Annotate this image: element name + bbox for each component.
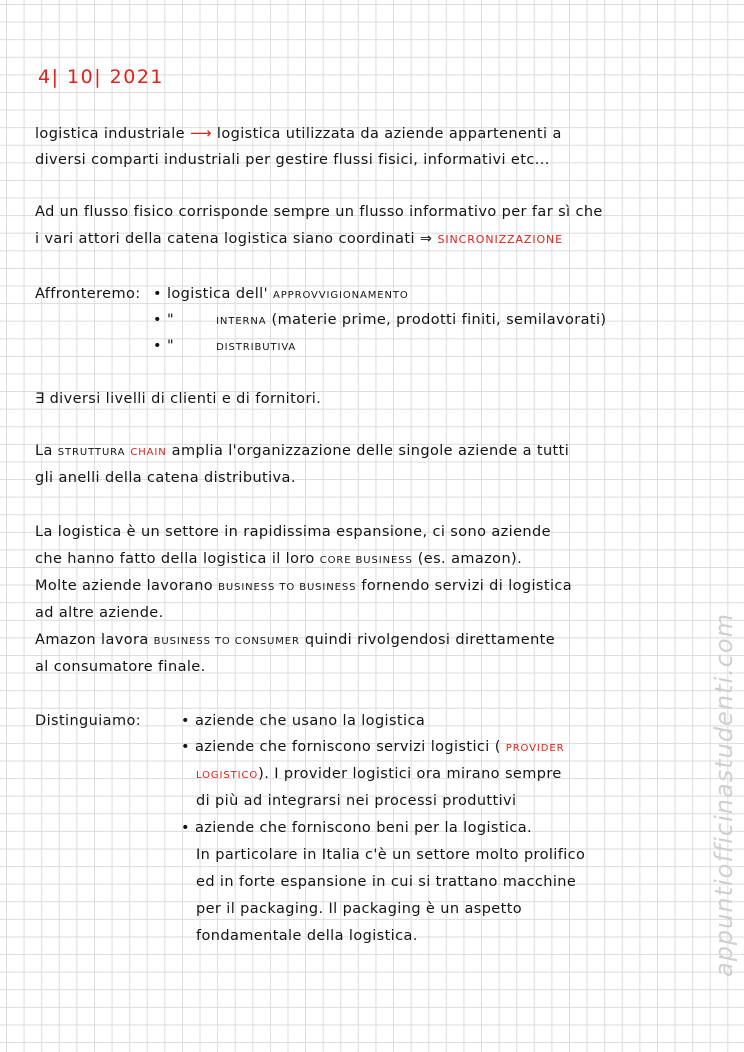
date-heading: 4| 10| 2021 bbox=[38, 66, 165, 88]
caps-span: BUSINESS TO CONSUMER bbox=[153, 636, 300, 647]
watermark: appuntiofficinastudenti.com bbox=[710, 612, 738, 978]
text-span: ). I provider logistici ora mirano sempre bbox=[258, 766, 562, 782]
list-intro: Distinguiamo: bbox=[35, 713, 142, 729]
text-line bbox=[35, 579, 572, 594]
list-item: • aziende che usano la logistica bbox=[181, 713, 426, 729]
highlight-red: LOGISTICO bbox=[196, 770, 259, 781]
highlight-red: SINCRONIZZAZIONE bbox=[437, 233, 564, 246]
text-span: che hanno fatto della logistica il loro bbox=[35, 551, 315, 567]
ditto-mark: • " bbox=[153, 312, 175, 328]
list-item bbox=[153, 339, 296, 354]
caps-span: INTERNA bbox=[216, 316, 267, 327]
text-span: (es. amazon). bbox=[417, 551, 523, 567]
ditto-mark: • " bbox=[153, 338, 175, 354]
text-span: fornendo servizi di logistica bbox=[361, 578, 573, 594]
text-line bbox=[35, 232, 563, 247]
text-line bbox=[35, 444, 569, 459]
highlight-red: PROVIDER bbox=[505, 743, 565, 754]
text-line bbox=[196, 767, 562, 782]
caps-span: BUSINESS TO BUSINESS bbox=[218, 582, 357, 593]
list-item bbox=[181, 740, 564, 755]
list-intro: Affronteremo: bbox=[35, 286, 141, 302]
text-line bbox=[35, 552, 522, 567]
text-span: quindi rivolgendosi direttamente bbox=[304, 632, 556, 648]
text-line bbox=[35, 126, 562, 142]
text-span: i vari attori della catena logistica siano coordinati ⇒ bbox=[35, 231, 433, 247]
text-line: per il packaging. Il packaging è un aspetto bbox=[196, 901, 523, 917]
text-line: La logistica è un settore in rapidissima espansione, ci sono aziende bbox=[35, 524, 551, 540]
text-span: Amazon lavora bbox=[35, 632, 149, 648]
caps-span: STRUTTURA bbox=[57, 447, 126, 458]
highlight-red: CHAIN bbox=[130, 447, 167, 458]
text-line bbox=[35, 633, 555, 648]
caps-span: APPROVVIGIONAMENTO bbox=[273, 290, 409, 301]
text-span: Molte aziende lavorano bbox=[35, 578, 214, 594]
caps-span: DISTRIBUTIVA bbox=[216, 342, 297, 353]
text-span: La bbox=[35, 443, 53, 459]
text-line: Ad un flusso fisico corrisponde sempre un flusso informativo per far sì che bbox=[35, 204, 603, 220]
list-item: • aziende che forniscono beni per la logistica. bbox=[181, 820, 533, 836]
text-line: ed in forte espansione in cui si trattano macchine bbox=[196, 874, 577, 890]
red-arrow-icon: ⟶ bbox=[189, 124, 212, 142]
text-line: ∃ diversi livelli di clienti e di fornitori. bbox=[35, 391, 322, 407]
text-span: amplia l'organizzazione delle singole aziende a tutti bbox=[171, 443, 570, 459]
text-line: al consumatore finale. bbox=[35, 659, 206, 675]
text-line: fondamentale della logistica. bbox=[196, 928, 418, 944]
text-line: gli anelli della catena distributiva. bbox=[35, 470, 296, 486]
list-item bbox=[153, 313, 606, 328]
text-span: logistica utilizzata da aziende appartenenti a bbox=[216, 126, 562, 142]
text-line: ad altre aziende. bbox=[35, 605, 164, 621]
text-span: logistica industriale bbox=[35, 126, 185, 142]
text-line: In particolare in Italia c'è un settore molto prolifico bbox=[196, 847, 586, 863]
text-line: diversi comparti industriali per gestire flussi fisici, informativi etc... bbox=[35, 152, 550, 168]
text-span: • logistica dell' bbox=[153, 286, 268, 302]
text-span: • aziende che forniscono servizi logistici ( bbox=[181, 739, 501, 755]
text-line: di più ad integrarsi nei processi produttivi bbox=[196, 793, 517, 809]
text-span: (materie prime, prodotti finiti, semilavorati) bbox=[271, 312, 607, 328]
list-item bbox=[153, 287, 409, 302]
caps-span: CORE BUSINESS bbox=[319, 555, 413, 566]
